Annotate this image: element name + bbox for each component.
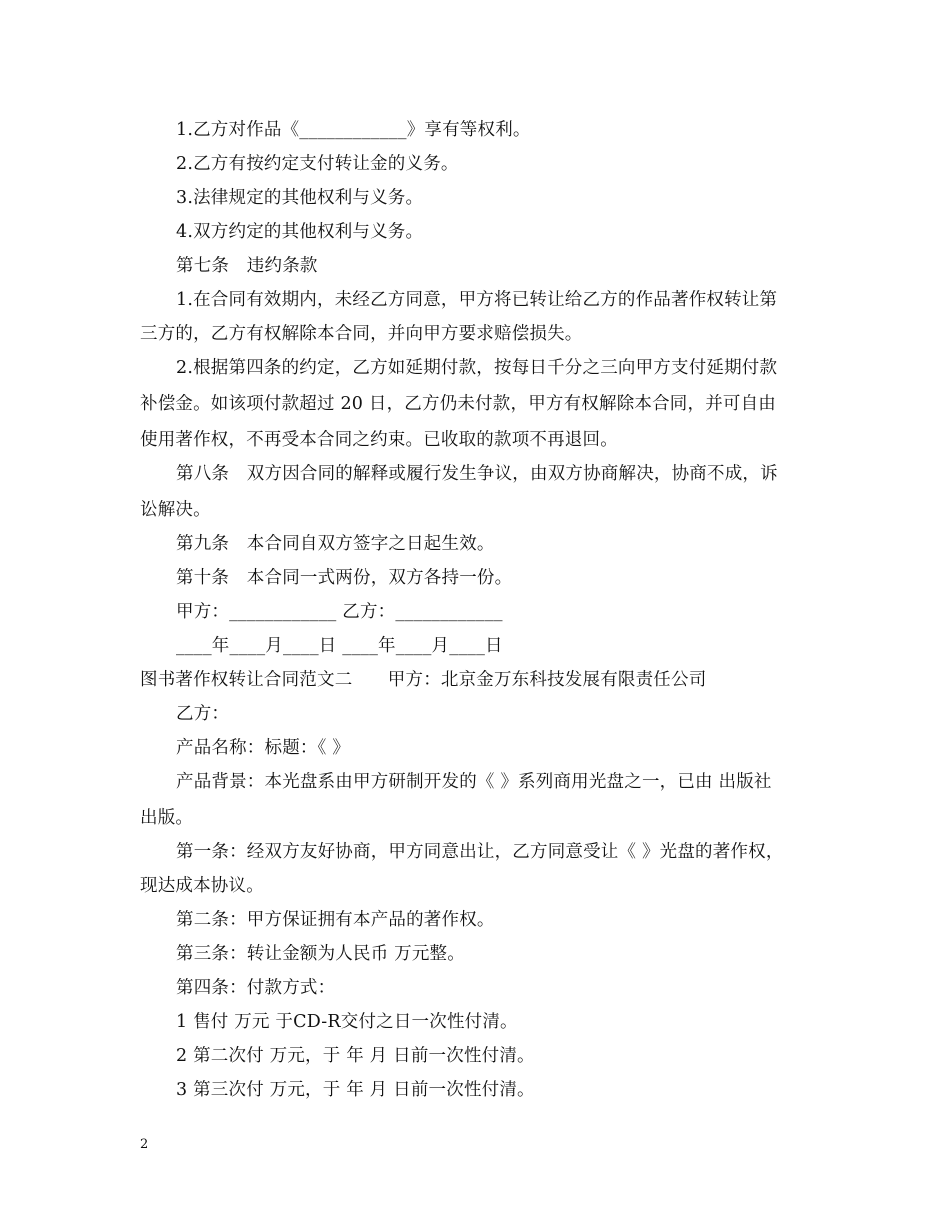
text-line: 第一条：经双方友好协商，甲方同意出让，乙方同意受让《 》光盘的著作权， bbox=[176, 842, 784, 862]
text-line: 三方的，乙方有权解除本合同，并向甲方要求赔偿损失。 bbox=[140, 324, 583, 344]
text-line: 产品名称：标题：《 》 bbox=[176, 738, 351, 758]
text-line: 第二条：甲方保证拥有本产品的著作权。 bbox=[176, 910, 495, 930]
document-title-line: 图书著作权转让合同范文二 甲方：北京金万东科技发展有限责任公司 bbox=[140, 670, 707, 690]
list-item: 1 售付 万元 于CD-R交付之日一次性付清。 bbox=[176, 1012, 518, 1032]
date-line: ____年____月____日 ____年____月____日 bbox=[176, 636, 503, 656]
text-line: 1.乙方对作品《____________》享有等权利。 bbox=[176, 120, 531, 140]
text-line: 第三条：转让金额为人民币 万元整。 bbox=[176, 944, 465, 964]
text-line: 3.法律规定的其他权利与义务。 bbox=[176, 188, 424, 208]
text-line: 4.双方约定的其他权利与义务。 bbox=[176, 222, 424, 242]
text-line: 第八条 双方因合同的解释或履行发生争议，由双方协商解决，协商不成，诉 bbox=[176, 464, 778, 484]
text-line: 现达成本协议。 bbox=[140, 876, 264, 896]
text-line: 补偿金。如该项付款超过 20 日，乙方仍未付款，甲方有权解除本合同，并可自由 bbox=[140, 394, 776, 414]
text-line: 第十条 本合同一式两份，双方各持一份。 bbox=[176, 568, 513, 588]
text-line: 乙方： bbox=[176, 704, 230, 724]
text-line: 讼解决。 bbox=[140, 500, 211, 520]
list-item: 2 第二次付 万元，于 年 月 日前一次性付清。 bbox=[176, 1046, 535, 1066]
text-line: 使用著作权，不再受本合同之约束。已收取的款项不再退回。 bbox=[140, 430, 618, 450]
text-line: 出版。 bbox=[140, 808, 194, 828]
text-line: 2.乙方有按约定支付转让金的义务。 bbox=[176, 154, 459, 174]
text-line: 第四条：付款方式： bbox=[176, 978, 336, 998]
text-line: 第九条 本合同自双方签字之日起生效。 bbox=[176, 534, 495, 554]
signature-line: 甲方：____________ 乙方：____________ bbox=[176, 602, 503, 622]
page-number: 2 bbox=[140, 1137, 149, 1152]
list-item: 3 第三次付 万元，于 年 月 日前一次性付清。 bbox=[176, 1080, 535, 1100]
text-line: 1.在合同有效期内，未经乙方同意，甲方将已转让给乙方的作品著作权转让第 bbox=[176, 290, 778, 310]
text-line: 2.根据第四条的约定，乙方如延期付款，按每日千分之三向甲方支付延期付款 bbox=[176, 358, 778, 378]
section-heading: 第七条 违约条款 bbox=[176, 256, 318, 276]
text-line: 产品背景：本光盘系由甲方研制开发的《 》系列商用光盘之一，已由 出版社 bbox=[176, 772, 772, 792]
